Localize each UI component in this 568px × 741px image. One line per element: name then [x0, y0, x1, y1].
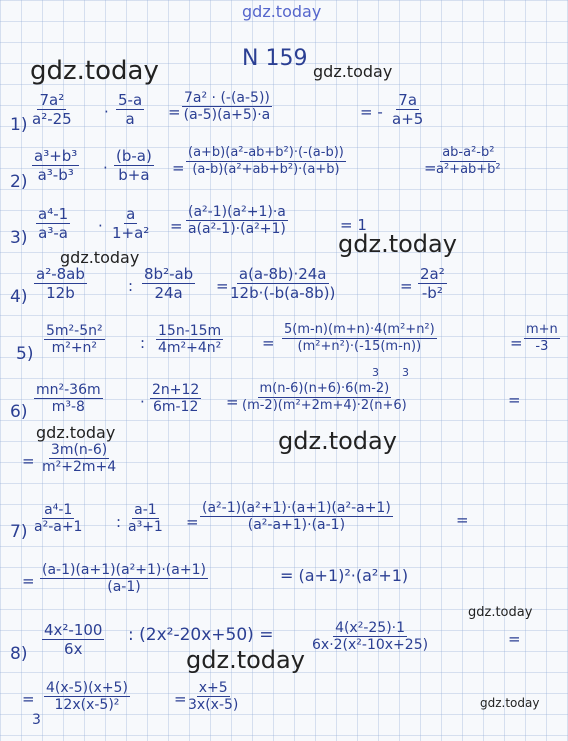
fraction — [186, 204, 288, 238]
watermark: gdz.today — [36, 423, 116, 442]
equals: = — [22, 690, 35, 708]
item-number: 2) — [10, 172, 28, 192]
numerator: 4x²-100 — [44, 621, 103, 639]
watermark: gdz.today — [30, 56, 159, 86]
numerator: 5-a — [118, 91, 143, 109]
denominator: (m²+n²)·(-15(m-n)) — [297, 338, 422, 354]
numerator: 8b²-ab — [144, 265, 194, 283]
numerator: 15n-15m — [158, 323, 222, 339]
denominator: a²-a+1 — [34, 519, 83, 536]
denominator: 6m-12 — [152, 399, 199, 416]
watermark: gdz.today — [278, 427, 397, 455]
operator: : — [128, 277, 134, 295]
fraction — [34, 266, 87, 302]
denominator: m³-8 — [51, 399, 85, 416]
fraction — [36, 206, 70, 242]
operator: · — [98, 217, 103, 235]
equals: = — [22, 452, 35, 470]
equals: = — [186, 513, 199, 531]
numerator: m(n-6)(n+6)·6(m-2) — [259, 381, 390, 396]
numerator: (a+b)(a²-ab+b²)·(-(a-b)) — [188, 145, 344, 160]
answer-fraction — [42, 442, 116, 476]
denominator: 12b — [46, 284, 75, 303]
answer-fraction — [392, 92, 423, 128]
result: = (a+1)²·(a²+1) — [280, 566, 409, 585]
fraction — [142, 266, 195, 302]
fraction — [150, 382, 201, 416]
fraction — [282, 323, 437, 355]
fraction — [32, 148, 79, 184]
fraction — [200, 500, 393, 534]
denominator: 6x·2(x²-10x+25) — [312, 637, 429, 654]
fraction — [186, 146, 346, 178]
problem-number-title: N 159 — [242, 46, 308, 71]
denominator: 4m²+4n² — [157, 340, 222, 357]
denominator: m²+2m+4 — [42, 459, 117, 476]
numerator: 5m²-5n² — [46, 323, 103, 339]
item-number: 6) — [10, 402, 28, 422]
numerator: a⁴-1 — [44, 502, 73, 518]
fraction — [42, 622, 104, 658]
operator: : — [116, 513, 122, 531]
fraction — [230, 266, 335, 302]
numerator: a³+b³ — [34, 147, 78, 165]
denominator: m²+n² — [51, 340, 98, 357]
numerator: 4(x-5)(x+5) — [46, 680, 128, 696]
equals: = — [508, 391, 521, 409]
fraction — [182, 90, 272, 124]
denominator: a²+ab+b² — [436, 161, 501, 177]
answer-fraction — [524, 323, 560, 355]
fraction — [242, 382, 407, 414]
numerator: a — [126, 205, 136, 223]
operator: : — [140, 334, 146, 352]
fraction — [44, 323, 105, 357]
watermark: gdz.today — [338, 230, 457, 258]
fraction — [312, 620, 428, 654]
item-number: 1) — [10, 115, 28, 135]
denominator: 1+a² — [112, 224, 150, 243]
fraction — [44, 680, 130, 714]
equals: = — [22, 572, 35, 590]
equals: = — [508, 630, 521, 648]
item-number: 3) — [10, 228, 28, 248]
denominator: a — [125, 110, 135, 129]
denominator: 24a — [154, 284, 183, 303]
equals: = — [226, 393, 239, 411]
result: = 1 — [340, 216, 367, 234]
operator: : (2x²-20x+50) = — [128, 625, 274, 645]
denominator: (m-2)(m²+2m+4)·2(n+6) — [242, 397, 407, 413]
equals: = — [400, 277, 413, 295]
cancel-mark: 3 — [32, 712, 41, 728]
fraction — [156, 323, 223, 357]
numerator: a(a-8b)·24a — [238, 265, 327, 283]
denominator: -b² — [421, 284, 443, 303]
watermark: gdz.today — [186, 646, 305, 674]
item-number: 8) — [10, 644, 28, 664]
operator: · — [103, 159, 108, 177]
numerator: mn²-36m — [36, 382, 101, 398]
answer-fraction — [188, 680, 238, 714]
item-number: 7) — [10, 522, 28, 542]
watermark: gdz.today — [468, 605, 533, 620]
equals: = - — [360, 103, 383, 121]
equals: = — [174, 690, 187, 708]
denominator: (a-1) — [107, 579, 141, 596]
cancel-mark: 3 — [372, 366, 379, 379]
numerator: (a²-1)(a²+1)·a — [188, 204, 286, 220]
numerator: 4(x²-25)·1 — [335, 620, 406, 636]
numerator: m+n — [526, 322, 558, 337]
numerator: 3m(n-6) — [50, 442, 108, 458]
equals: = — [172, 159, 185, 177]
equals: = — [216, 277, 229, 295]
denominator: a(a²-1)·(a²+1) — [188, 221, 286, 238]
watermark-top: gdz.today — [242, 2, 322, 21]
denominator: b+a — [118, 166, 150, 185]
operator: · — [104, 103, 109, 121]
answer-fraction — [436, 146, 501, 178]
watermark: gdz.today — [480, 696, 540, 710]
fraction — [114, 148, 154, 184]
numerator: (a-1)(a+1)(a²+1)·(a+1) — [42, 562, 206, 578]
equals: = — [424, 159, 437, 177]
denominator: a+5 — [392, 110, 424, 129]
cancel-mark: 3 — [402, 366, 409, 379]
numerator: 2a² — [420, 265, 445, 283]
numerator: 7a — [398, 91, 418, 109]
denominator: a³+1 — [128, 519, 163, 536]
answer-fraction — [40, 562, 208, 596]
equals: = — [262, 334, 275, 352]
denominator: 12x(x-5)² — [54, 697, 120, 714]
numerator: 7a² — [39, 91, 65, 109]
denominator: 6x — [64, 640, 83, 659]
numerator: a-1 — [134, 502, 157, 518]
numerator: 2n+12 — [152, 382, 200, 398]
answer-fraction — [418, 266, 447, 302]
numerator: (a²-1)(a²+1)·(a+1)(a²-a+1) — [202, 500, 391, 516]
equals: = — [510, 334, 523, 352]
fraction — [34, 382, 103, 416]
numerator: ab-a²-b² — [442, 145, 495, 160]
numerator: 7a² · (-(a-5)) — [184, 90, 270, 106]
fraction — [34, 502, 82, 536]
denominator: a³-b³ — [37, 166, 74, 185]
denominator: (a-b)(a²+ab+b²)·(a+b) — [192, 161, 340, 177]
numerator: 5(m-n)(m+n)·4(m²+n²) — [284, 322, 435, 337]
item-number: 4) — [10, 287, 28, 307]
fraction — [112, 206, 149, 242]
numerator: a⁴-1 — [38, 205, 69, 223]
denominator: 3x(x-5) — [188, 697, 239, 714]
fraction — [32, 92, 72, 128]
numerator: (b-a) — [116, 147, 152, 165]
denominator: a²-25 — [32, 110, 72, 129]
item-number: 5) — [16, 344, 34, 364]
watermark: gdz.today — [60, 248, 140, 267]
denominator: -3 — [535, 338, 549, 354]
watermark: gdz.today — [313, 62, 393, 81]
equals: = — [170, 217, 183, 235]
denominator: a³-a — [38, 224, 68, 243]
denominator: (a²-a+1)·(a-1) — [247, 517, 346, 534]
fraction — [128, 502, 163, 536]
fraction — [116, 92, 144, 128]
equals: = — [168, 103, 181, 121]
denominator: (a-5)(a+5)·a — [183, 107, 271, 124]
equals: = — [456, 511, 469, 529]
numerator: a²-8ab — [36, 265, 85, 283]
denominator: 12b·(-b(a-8b)) — [230, 284, 336, 303]
operator: · — [140, 393, 145, 411]
numerator: x+5 — [198, 680, 228, 696]
